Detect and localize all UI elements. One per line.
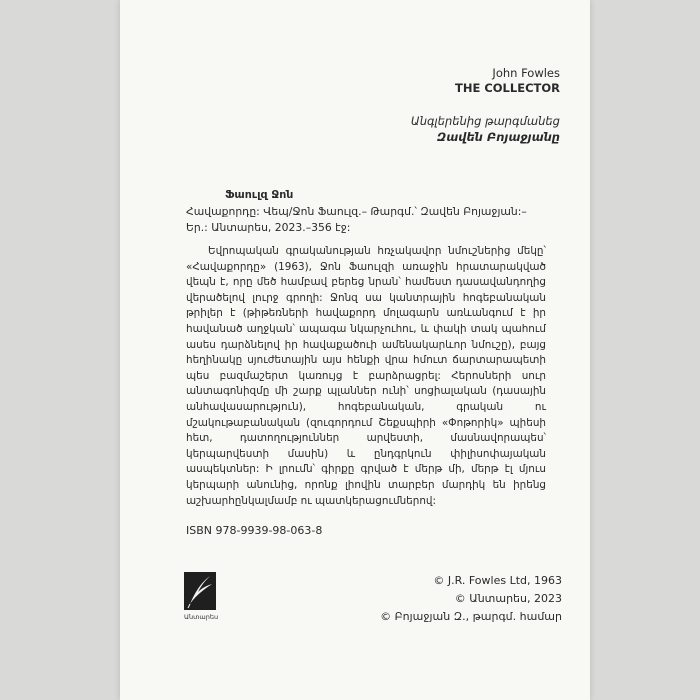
translator-name: Զավեն Բոյաջյանը: [436, 130, 560, 144]
isbn-number: ISBN 978-9939-98-063-8: [186, 524, 323, 537]
translated-from-label: Անգլերենից թարգմանեց: [410, 114, 560, 128]
catalog-entry: Հավաքորդը: Վեպ/Ջոն Ֆաուլզ.– Թարգմ.՝ Զավեն Բոյաջյան:– Եր.: Անտարես, 2023.–356 էջ:: [186, 205, 527, 234]
author-name: John Fowles: [492, 66, 560, 80]
copyright-line-publisher: © Անտարես, 2023: [454, 592, 562, 605]
feather-logo-icon: [184, 572, 216, 610]
book-description: [186, 244, 546, 509]
copyright-block: [380, 572, 562, 626]
publisher-logo-caption: Անտարես: [184, 613, 219, 621]
original-title: THE COLLECTOR: [455, 81, 560, 95]
copyright-line-author: © J.R. Fowles Ltd, 1963: [433, 574, 562, 587]
description-paragraph: Եվրոպական գրականության հռչակավոր նմուշներից մեկը՝ «Հավաքորդը» (1963), Ջոն Ֆաուլզի առաջին հրատարակված վեպն է, որը մեծ համբավ բերեց նրան՝ համեստ դասավանդողից վերածելով լուրջ գրողի: Ջոնզ սա կանտրային հոգեբանական թրիլեր է (թիթեռների հավաքորդ մոլագարն առևանգում է իր հավանած աղջկան՝ ապագա նկարչուհու, և փակի տակ պահում ասես դարձնելով իր հավաքածուի ամենակարևոր նմուշը), բայց հեղինակը սյուժետային այս հենքի վրա հմուտ ճարտարապետի պես բազմաշերտ կառույց է բարձրացրել: Հերոսների սուր անտագոնիզմը մի շարք պլաններ ունի՝ սոցիալական (դասային անհավասարություն), հոգեբանական, գրական ու մշակութաբանական (զուգորդում Շեքսպիրի «Փոթորիկ» պիեսի հետ, դատողություններ արվեստի, մասնավորապես՝ կերպարվեստի մասին) և ընդգրկուն փիլիսոփայական ասպեկտներ: Ի լրումն՝ գիրքը գրված է մերթ մի, մերթ էլ մյուս կերպարի անունից, որոնք լիովին տարբեր մարդիկ են իրենց աշխարհընկալմամբ ու պատկերացումներով:: [186, 245, 546, 507]
book-page: [120, 0, 590, 700]
catalog-heading: Ֆաուլզ Ջոն: [225, 188, 294, 201]
publisher-logo: [184, 572, 218, 620]
copyright-line-translator: © Բոյաջյան Զ., թարգմ. համար: [380, 610, 562, 623]
